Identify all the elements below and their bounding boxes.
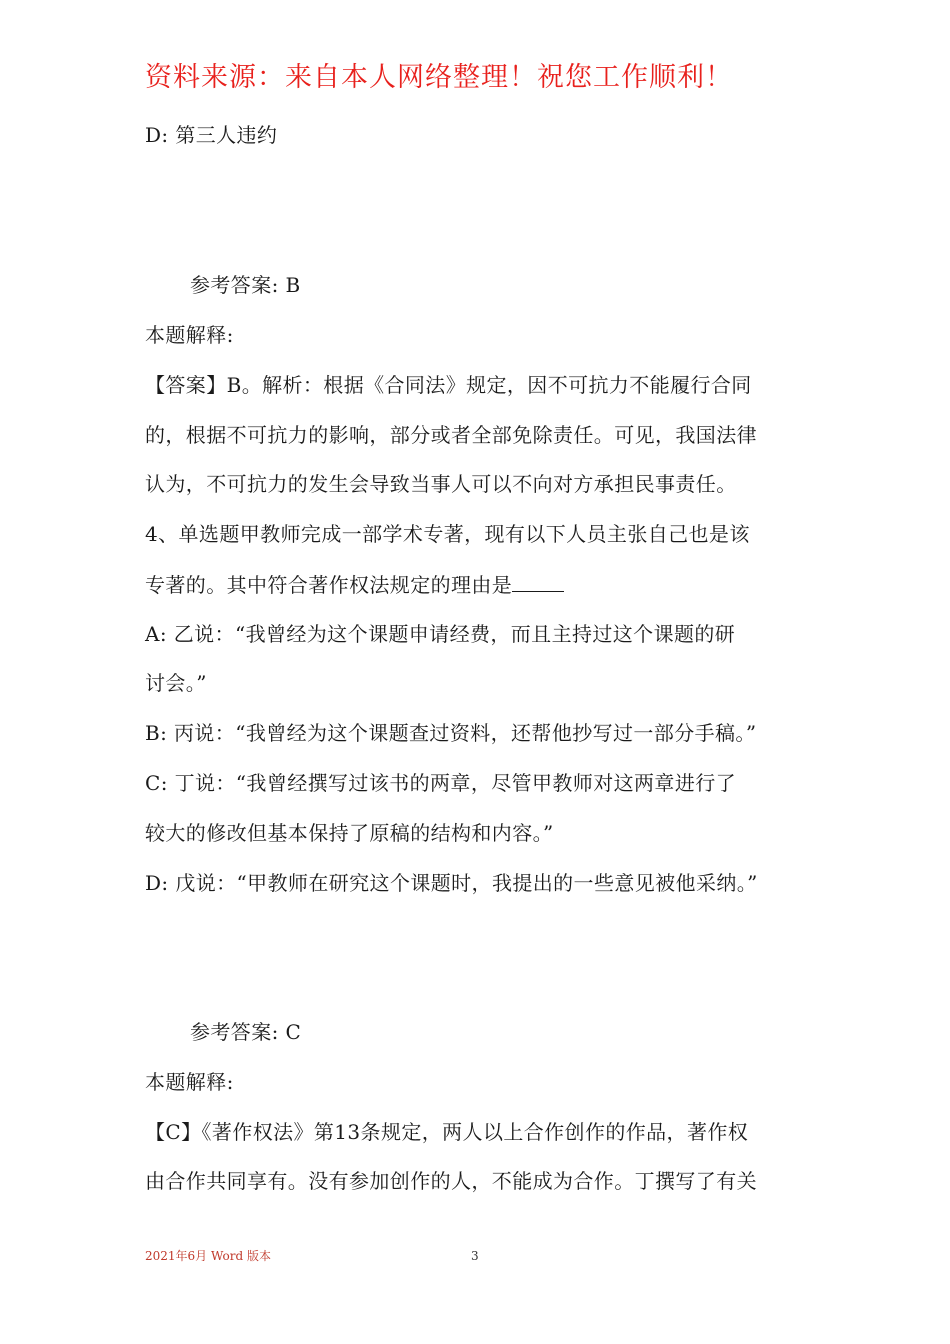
q4-option-c-cont: 较大的修改但基本保持了原稿的结构和内容。”: [145, 821, 554, 845]
q4-option-c: C: 丁说：“我曾经撰写过该书的两章，尽管甲教师对这两章进行了: [145, 771, 737, 795]
q4-answer: 参考答案: C: [190, 1020, 302, 1044]
q4-question-text: 专著的。其中符合著作权法规定的理由是: [145, 573, 513, 597]
q4-explanation-line: 【C】《著作权法》第13条规定，两人以上合作创作的作品，著作权: [145, 1120, 749, 1144]
page-number: 3: [471, 1249, 479, 1263]
q4-option-a: A: 乙说：“我曾经为这个课题申请经费，而且主持过这个课题的研: [145, 622, 736, 646]
source-banner: 资料来源：来自本人网络整理！祝您工作顺利！: [145, 62, 733, 93]
answer-blank: [512, 571, 564, 592]
q4-explain-label: 本题解释:: [145, 1070, 234, 1094]
q3-answer: 参考答案: B: [190, 273, 301, 297]
q4-question-line: [145, 571, 810, 598]
q3-option-d: D: 第三人违约: [145, 123, 278, 147]
q4-option-d: D: 戊说：“甲教师在研究这个课题时，我提出的一些意见被他采纳。”: [145, 871, 758, 895]
footer-version: 2021年6月 Word 版本: [145, 1249, 271, 1263]
q4-option-b: B: 丙说：“我曾经为这个课题查过资料，还帮他抄写过一部分手稿。”: [145, 721, 757, 745]
q4-option-a-cont: 讨会。”: [145, 671, 207, 695]
q4-question-line: 4、单选题甲教师完成一部学术专著，现有以下人员主张自己也是该: [145, 522, 750, 546]
q3-explanation-line: 认为，不可抗力的发生会导致当事人可以不向对方承担民事责任。: [145, 472, 737, 496]
q4-explanation-line: 由合作共同享有。没有参加创作的人，不能成为合作。丁撰写了有关: [145, 1169, 757, 1193]
q3-explanation-line: 的，根据不可抗力的影响，部分或者全部免除责任。可见，我国法律: [145, 423, 757, 447]
q3-explain-label: 本题解释:: [145, 323, 234, 347]
q3-explanation-line: 【答案】B。解析：根据《合同法》规定，因不可抗力不能履行合同: [145, 373, 752, 397]
